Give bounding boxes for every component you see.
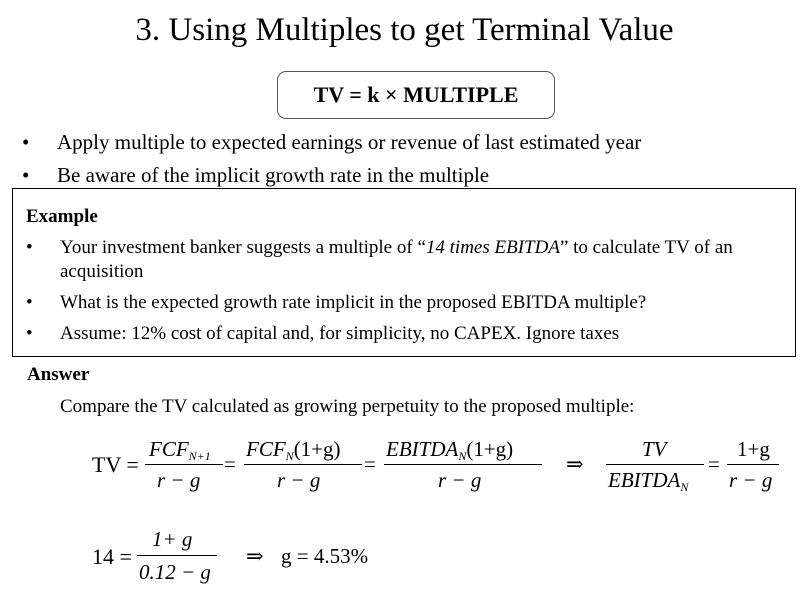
eq1-frac2-num [246, 437, 341, 464]
eq1-frac1-num [149, 437, 211, 464]
eq1-equals-3: = [708, 452, 720, 476]
bullet-text: Apply multiple to expected earnings or revenue of last estimated year [57, 130, 642, 154]
eq1-frac2-num-sub: N [285, 449, 294, 463]
example-item-1-text: Your investment banker suggests a multiple of “ [60, 237, 426, 258]
multiple-quote: 14 times EBITDA [425, 237, 560, 258]
answer-text: Compare the TV calculated as growing perpetuity to the proposed multiple: [60, 396, 635, 417]
list-item [26, 236, 786, 284]
eq2-num: 1+ g [152, 527, 193, 551]
eq2-result: g = 4.53% [281, 544, 369, 568]
eq1-frac5-num: 1+g [737, 437, 770, 461]
eq1-frac4-den [608, 468, 688, 495]
bullet-icon: • [22, 130, 30, 154]
bullet-icon: • [26, 292, 33, 313]
eq1-equals-1: = [224, 452, 236, 476]
formula-box: TV = k × MULTIPLE [277, 71, 555, 119]
list-item [22, 126, 641, 159]
eq2-den: 0.12 − g [139, 560, 211, 584]
eq1-frac2-den: r − g [277, 468, 321, 492]
eq1-frac4-den-sub: N [680, 480, 689, 494]
eq1-lhs: TV = [92, 452, 139, 477]
eq2-frac-line [137, 555, 217, 556]
eq1-frac3-den: r − g [438, 468, 482, 492]
example-item-2: What is the expected growth rate implicit in the proposed EBITDA multiple? [60, 292, 647, 313]
eq1-frac4-den-text: EBITDA [608, 468, 681, 492]
bullet-icon: • [26, 323, 33, 344]
bullet-icon: • [22, 163, 30, 187]
list-item [26, 322, 786, 346]
eq1-frac3-num-sub: N [458, 449, 467, 463]
example-item-1-tail: ” to calculate TV of an acquisition [60, 237, 733, 282]
list-item [26, 291, 786, 315]
answer-heading: Answer [27, 364, 90, 385]
eq1-frac1-num-sub: N+1 [188, 449, 211, 463]
eq1-frac3-line [384, 464, 542, 465]
eq2-lhs: 14 = [92, 544, 132, 569]
intro-bullet-list [22, 126, 641, 192]
example-bullet-list [26, 236, 786, 353]
eq1-frac1-num-text: FCF [149, 437, 189, 461]
eq1-frac2-num-rest: (1+g) [293, 437, 341, 461]
example-heading: Example [26, 206, 98, 227]
bullet-icon: • [26, 237, 33, 258]
eq1-frac3-num [386, 437, 513, 464]
example-item-1 [60, 236, 786, 284]
eq1-frac3-num-rest: (1+g) [466, 437, 514, 461]
eq1-frac4-num: TV [642, 437, 667, 461]
eq1-equals-2: = [364, 452, 376, 476]
eq1-frac2-line [244, 464, 362, 465]
implies-arrow-icon: ⇒ [566, 452, 584, 476]
eq1-frac5-line [727, 464, 779, 465]
eq1-frac4-line [606, 464, 704, 465]
page-title: 3. Using Multiples to get Terminal Value [135, 12, 674, 48]
implies-arrow-icon: ⇒ [246, 544, 264, 568]
eq1-frac2-num-text: FCF [246, 437, 286, 461]
bullet-text: Be aware of the implicit growth rate in the multiple [57, 163, 490, 187]
eq1-frac1-den: r − g [157, 468, 201, 492]
example-item-3: Assume: 12% cost of capital and, for simplicity, no CAPEX. Ignore taxes [60, 323, 620, 344]
eq1-frac5-den: r − g [729, 468, 773, 492]
eq1-frac1-line [145, 464, 223, 465]
eq1-frac3-num-text: EBITDA [386, 437, 459, 461]
